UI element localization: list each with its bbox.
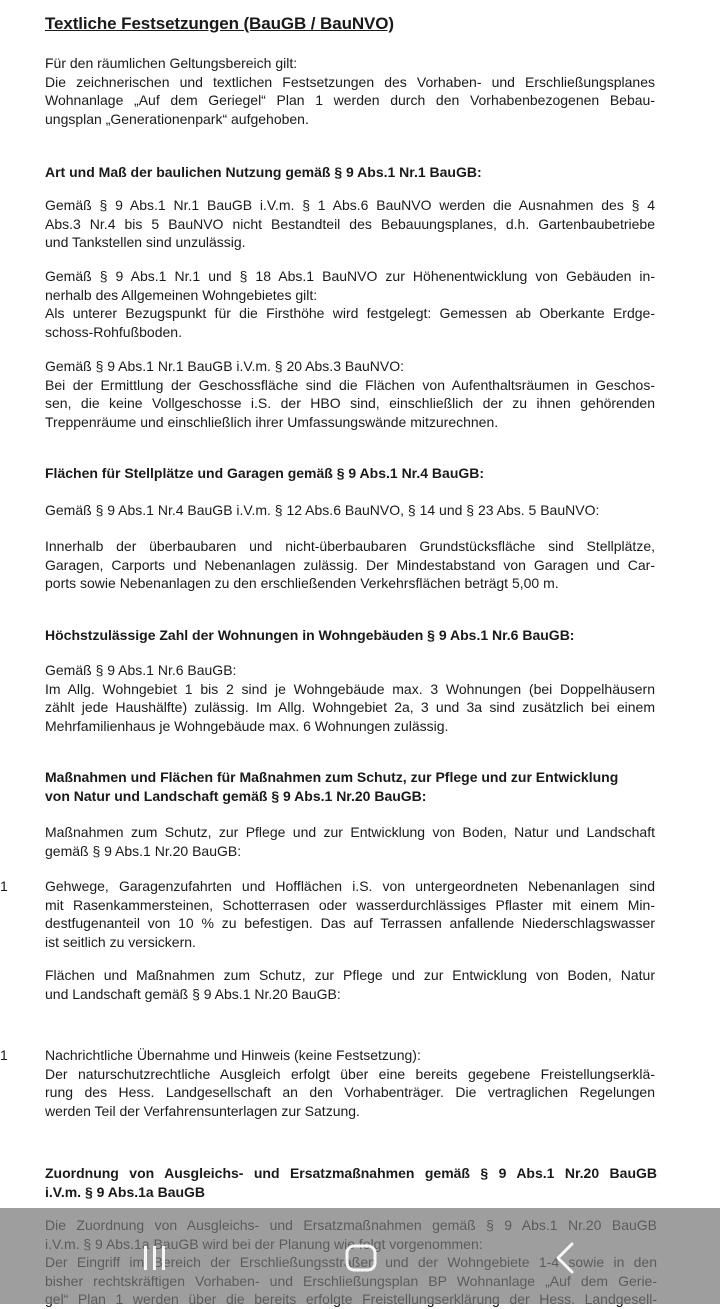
heading-line: Maßnahmen und Flächen für Maßnahmen zum Schutz, zur Pflege und zur Entwicklung bbox=[45, 769, 619, 785]
paragraph-line: nerhalb des Allgemeinen Wohngebietes gilt: bbox=[45, 286, 318, 303]
paragraph bbox=[45, 267, 655, 341]
paragraph-line: und Landschaft gemäß § 9 Abs.1 Nr.20 BauGB: bbox=[45, 985, 341, 1002]
paragraph-line: ports sowie Nebenanlagen zu den erschließenden Verkehrsflächen beträgt 5,00 m. bbox=[45, 575, 559, 591]
list-number: 1 bbox=[0, 878, 8, 894]
paragraph bbox=[45, 501, 655, 520]
paragraph bbox=[45, 966, 655, 1003]
home-icon bbox=[343, 1242, 379, 1274]
paragraph-line: Gemäß § 9 Abs.1 Nr.6 BauGB: bbox=[45, 662, 237, 678]
paragraph-line: Nachrichtliche Übernahme und Hinweis (keine Festsetzung): bbox=[45, 1047, 421, 1063]
paragraph-line: Abs.3 Nr.4 bis 5 BauNVO nicht Bestandteil des Bebauungsplanes, d.h. Gartenbaubetriebe bbox=[45, 215, 655, 232]
paragraph-line: Bei der Ermittlung der Geschossfläche sind die Flächen von Aufenthaltsräumen in Geschos- bbox=[45, 376, 655, 393]
heading-line: Art und Maß der baulichen Nutzung gemäß § 9 Abs.1 Nr.1 BauGB: bbox=[45, 164, 482, 180]
numbered-item bbox=[45, 877, 655, 951]
paragraph-line: Gemäß § 9 Abs.1 Nr.1 und § 18 Abs.1 BauNVO zur Höhenentwicklung von Gebäuden in- bbox=[45, 268, 655, 284]
paragraph-line: Mehrfamilienhaus je Wohngebäude max. 6 Wohnungen zulässig. bbox=[45, 717, 449, 734]
paragraph-line: ist seitlich zu versickern. bbox=[45, 933, 196, 950]
paragraph-line: Gemäß § 9 Abs.1 Nr.1 BauGB i.V.m. § 20 Abs.3 BauNVO: bbox=[45, 358, 405, 374]
heading-line: Zuordnung von Ausgleichs- und Ersatzmaßnahmen gemäß § 9 Abs.1 Nr.20 BauGB bbox=[45, 1165, 657, 1181]
section-heading-zuordnung bbox=[45, 1164, 657, 1202]
paragraph-line: Der naturschutzrechtliche Ausgleich erfolgt über eine bereits gegebene Freistellungserklä- bbox=[45, 1065, 655, 1082]
intro-paragraph bbox=[45, 54, 655, 128]
paragraph-line: gemäß § 9 Abs.1 Nr.20 BauGB: bbox=[45, 842, 242, 859]
paragraph-line: Gemäß § 9 Abs.1 Nr.4 BauGB i.V.m. § 12 Abs.6 BauNVO, § 14 und § 23 Abs. 5 BauNVO: bbox=[45, 502, 600, 518]
intro-line: Für den räumlichen Geltungsbereich gilt: bbox=[45, 55, 298, 71]
paragraph bbox=[45, 196, 655, 252]
recent-apps-button[interactable] bbox=[130, 1238, 180, 1278]
paragraph bbox=[45, 823, 655, 860]
heading-line: von Natur und Landschaft gemäß § 9 Abs.1 Nr.20 BauGB: bbox=[45, 788, 427, 804]
paragraph-line: und Tankstellen sind unzulässig. bbox=[45, 234, 246, 250]
paragraph-line: schoss-Rohfußboden. bbox=[45, 323, 182, 340]
paragraph-line: Als unterer Bezugspunkt für die Firsthöhe wird festgelegt: Gemessen ab Oberkante Erdge- bbox=[45, 305, 655, 321]
intro-line: ungsplan „Generationenpark“ aufgehoben. bbox=[45, 110, 309, 127]
intro-line: Die zeichnerischen und textlichen Festsetzungen des Vorhaben- und Erschließungsplanes bbox=[45, 73, 655, 90]
paragraph-line: Garagen, Carports und Nebenanlagen zulässig. Der Mindestabstand von Garagen und Car- bbox=[45, 556, 655, 573]
back-button[interactable] bbox=[540, 1238, 590, 1278]
heading-line: Flächen für Stellplätze und Garagen gemäß § 9 Abs.1 Nr.4 BauGB: bbox=[45, 465, 485, 481]
paragraph-line: Gehwege, Garagenzufahrten und Hofflächen i.S. von untergeordneten Nebenanlagen sind bbox=[45, 878, 655, 894]
paragraph-line: destfugenanteil von 10 % zu befestigen. Das auf Terrassen anfallende Niederschlagswasser bbox=[45, 915, 655, 931]
paragraph bbox=[45, 537, 655, 593]
numbered-item bbox=[45, 1046, 655, 1120]
paragraph bbox=[45, 661, 655, 735]
section-heading-stellplaetze bbox=[45, 464, 657, 483]
section-heading-massnahmen bbox=[45, 768, 657, 806]
back-icon bbox=[550, 1240, 580, 1276]
heading-line: i.V.m. § 9 Abs.1a BauGB bbox=[45, 1184, 206, 1200]
heading-line: Höchstzulässige Zahl der Wohnungen in Wohngebäuden § 9 Abs.1 Nr.6 BauGB: bbox=[45, 627, 575, 643]
document-title: Textliche Festsetzungen (BauGB / BauNVO) bbox=[45, 14, 394, 33]
paragraph-line: zählt jede Haushälfte) zulässig. Im Allg. Wohngebiet 2a, 3 und 3a sind zusätzlich bei einem bbox=[45, 699, 655, 715]
paragraph-line: sen, die keine Vollgeschosse i.S. der HBO sind, einschließlich der zu ihnen gehörenden bbox=[45, 395, 655, 411]
intro-line: Wohnanlage „Auf dem Geriegel“ Plan 1 werden durch den Vorhabenbezogenen Bebau- bbox=[45, 92, 655, 108]
paragraph-line: rung des Hess. Landgesellschaft an den Vorhabenträger. Die vertraglichen Regelungen bbox=[45, 1084, 655, 1100]
list-number: 1 bbox=[0, 1047, 8, 1063]
paragraph-line: Innerhalb der überbaubaren und nicht-überbaubaren Grundstücksfläche sind Stellplätze, bbox=[45, 538, 655, 554]
home-button[interactable] bbox=[336, 1238, 386, 1278]
paragraph bbox=[45, 357, 655, 431]
paragraph-line: Im Allg. Wohngebiet 1 bis 2 sind je Wohngebäude max. 3 Wohnungen (bei Doppelhäusern bbox=[45, 680, 655, 697]
section-heading-wohnungen bbox=[45, 626, 657, 645]
section-heading-art-mass bbox=[45, 163, 657, 182]
paragraph-line: Treppenräume und einschließlich ihrer Umfassungswände mitzurechnen. bbox=[45, 413, 499, 430]
paragraph-line: Flächen und Maßnahmen zum Schutz, zur Pflege und zur Entwicklung von Boden, Natur bbox=[45, 967, 655, 983]
paragraph-line: werden Teil der Verfahrensunterlagen zur Satzung. bbox=[45, 1102, 360, 1119]
paragraph-line: Gemäß § 9 Abs.1 Nr.1 BauGB i.V.m. § 1 Abs.6 BauNVO werden die Ausnahmen des § 4 bbox=[45, 197, 655, 213]
paragraph-line: mit Rasenkammersteinen, Schotterrasen oder wasserdurchlässiges Pflaster mit einem Min- bbox=[45, 896, 655, 913]
recent-apps-icon bbox=[140, 1242, 170, 1274]
paragraph-line: Maßnahmen zum Schutz, zur Pflege und zur Entwicklung von Boden, Natur und Landschaft bbox=[45, 824, 655, 840]
